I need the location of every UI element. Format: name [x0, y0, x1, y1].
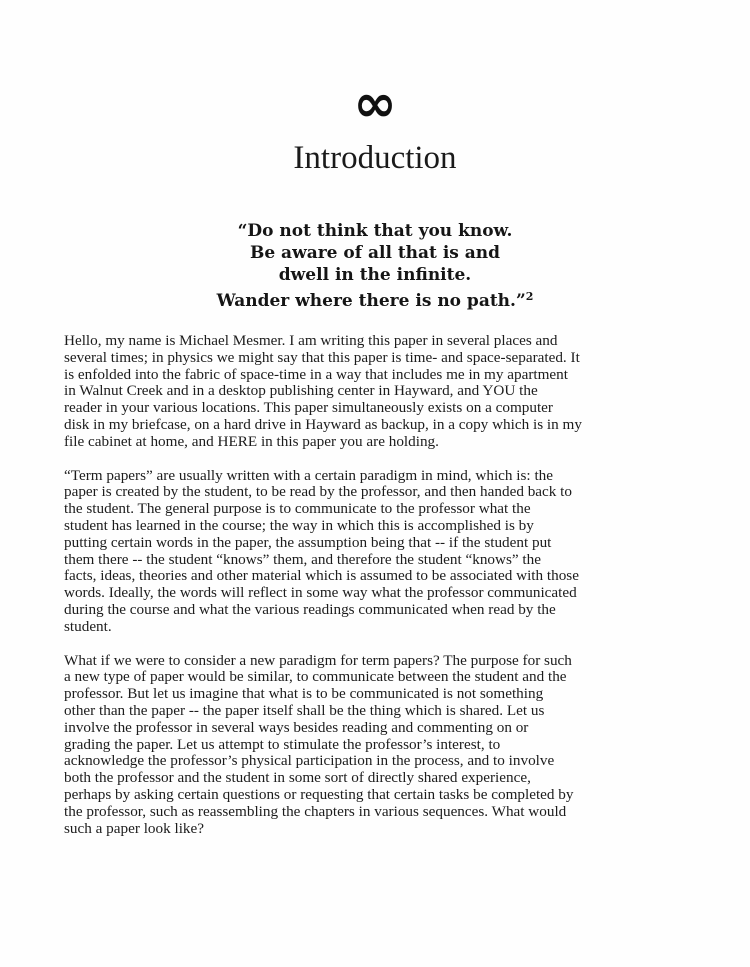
text-line: file cabinet at home, and HERE in this paper you are holding. — [64, 432, 439, 450]
text-line: acknowledge the professor’s physical participation in the process, and to involve — [64, 752, 555, 770]
text-line: the professor, such as reassembling the chapters in various sequences. What would — [64, 802, 567, 820]
footnote-reference: 2 — [525, 290, 534, 303]
epigraph-line: “Do not think that you know. — [237, 221, 513, 241]
body-text — [64, 333, 698, 854]
text-line: reader in your various locations. This paper simultaneously exists on a computer — [64, 399, 553, 417]
text-line: putting certain words in the paper, the assumption being that -- if the student put — [64, 533, 552, 551]
text-line: facts, ideas, theories and other material which is assumed to be associated with those — [64, 567, 579, 585]
text-line: the student. The general purpose is to communicate to the professor what the — [64, 500, 531, 518]
text-line: is enfolded into the fabric of space-time in a way that includes me in my apartment — [64, 365, 568, 383]
paragraph-2 — [64, 468, 698, 636]
text-line: student has learned in the course; the way in which this is accomplished is by — [64, 516, 534, 534]
text-line: grading the paper. Let us attempt to stimulate the professor’s interest, to — [64, 735, 501, 753]
text-line: during the course and what the various readings communicated when read by the — [64, 600, 556, 618]
epigraph-quote — [0, 220, 750, 312]
text-line: such a paper look like? — [64, 819, 205, 837]
text-line: in Walnut Creek and in a desktop publishing center in Hayward, and YOU the — [64, 382, 538, 400]
text-line: perhaps by asking certain questions or requesting that certain tasks be completed by — [64, 785, 574, 803]
text-line: professor. But let us imagine that what is to be communicated is not something — [64, 685, 544, 703]
epigraph-line: dwell in the infinite. — [278, 265, 472, 285]
text-line: What if we were to consider a new paradigm for term papers? The purpose for such — [64, 651, 572, 669]
page-title: Introduction — [293, 140, 457, 176]
text-line: “Term papers” are usually written with a certain paradigm in mind, which is: the — [64, 466, 553, 484]
text-line: Hello, my name is Michael Mesmer. I am writing this paper in several places and — [64, 332, 558, 349]
text-line: paper is created by the student, to be read by the professor, and then handed back to — [64, 483, 572, 501]
infinity-icon: ∞ — [353, 74, 397, 134]
text-line: words. Ideally, the words will reflect in some way what the professor communicated — [64, 584, 577, 602]
text-line: student. — [64, 617, 112, 635]
text-line: other than the paper -- the paper itself shall be the thing which is shared. Let us — [64, 701, 545, 719]
text-line: involve the professor in several ways besides reading and commenting on or — [64, 718, 529, 736]
epigraph-line-last — [0, 286, 750, 312]
paragraph-3 — [64, 653, 698, 838]
text-line: several times; in physics we might say that this paper is time- and space-separated. It — [64, 348, 580, 366]
epigraph-line: Be aware of all that is and — [249, 243, 501, 263]
text-line: them there -- the student “knows” them, and therefore the student “knows” the — [64, 550, 541, 568]
paragraph-1 — [64, 333, 698, 451]
epigraph-line-text: Wander where there is no path.” — [216, 291, 526, 311]
text-line: both the professor and the student in some sort of directly shared experience, — [64, 769, 531, 787]
text-line: disk in my briefcase, on a hard drive in Hayward as backup, in a copy which is in my — [64, 415, 582, 433]
text-line: a new type of paper would be similar, to communicate between the student and the — [64, 668, 567, 686]
